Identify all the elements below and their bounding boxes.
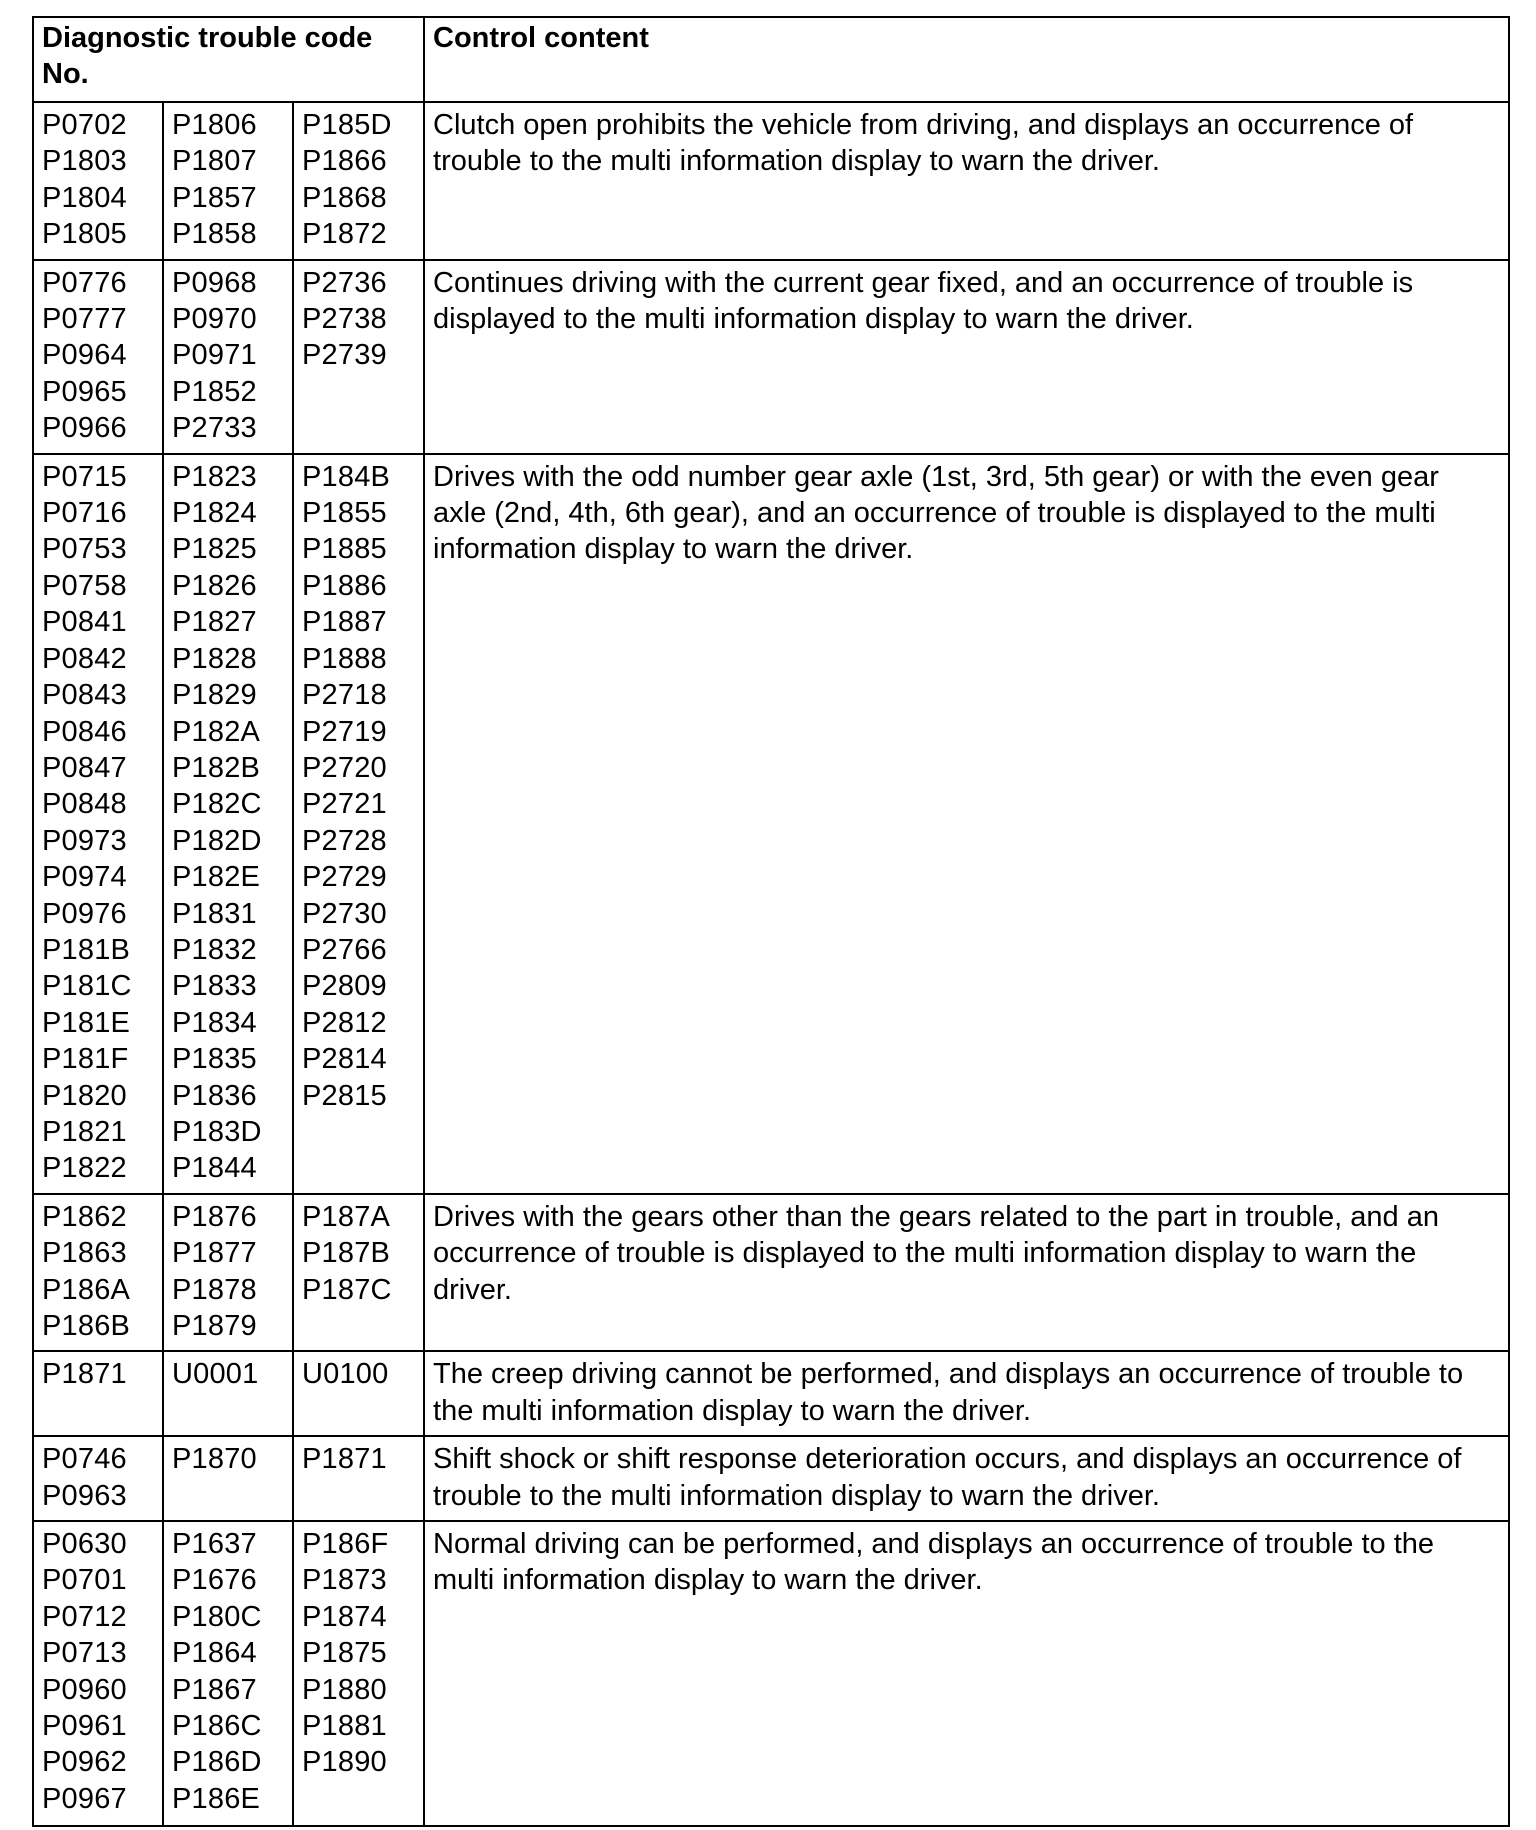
trouble-code: P0967 (42, 1782, 127, 1815)
trouble-code: P1876 (172, 1200, 257, 1233)
trouble-code: P0970 (172, 303, 257, 336)
trouble-code: P186A (42, 1273, 131, 1306)
trouble-code: P1828 (172, 642, 257, 675)
code-column-3 (293, 1436, 424, 1521)
trouble-code: P1821 (42, 1115, 127, 1148)
table-body (33, 102, 1509, 1826)
trouble-code: P0746 (42, 1443, 127, 1476)
trouble-code: P1877 (172, 1237, 257, 1270)
code-column-2 (163, 1436, 293, 1521)
trouble-code: P1844 (172, 1152, 257, 1185)
trouble-code: P1874 (302, 1600, 387, 1633)
trouble-code: P181F (42, 1043, 129, 1076)
trouble-code: P180C (172, 1600, 262, 1633)
trouble-code: P186C (172, 1710, 262, 1743)
table-row (33, 1521, 1509, 1826)
trouble-code: P1834 (172, 1006, 257, 1039)
trouble-code: P1833 (172, 970, 257, 1003)
trouble-code: P2814 (302, 1043, 387, 1076)
trouble-code: P184B (302, 460, 391, 493)
code-column-3 (293, 1351, 424, 1436)
trouble-code: P0701 (42, 1564, 127, 1597)
trouble-code: P1867 (172, 1673, 257, 1706)
trouble-code: P1886 (302, 569, 387, 602)
trouble-code: P2733 (172, 412, 257, 445)
control-content-cell: Drives with the odd number gear axle (1st, 3rd, 5th gear) or with the even gear axle (2nd, 4th, 6th gear), and an occurrence of trouble is displayed to the multi information display to warn the driver. (424, 454, 1509, 1194)
trouble-code: P187A (302, 1200, 391, 1233)
trouble-code: P2812 (302, 1006, 387, 1039)
trouble-code: P0842 (42, 642, 127, 675)
trouble-code: P1871 (42, 1358, 127, 1391)
trouble-code: P0971 (172, 339, 257, 372)
trouble-code: P0966 (42, 412, 127, 445)
header-content-column: Control content (424, 17, 1509, 102)
trouble-code: P1826 (172, 569, 257, 602)
trouble-code: P0713 (42, 1637, 127, 1670)
code-column-1 (33, 1521, 163, 1826)
trouble-code: P1885 (302, 533, 387, 566)
trouble-code: P2729 (302, 861, 387, 894)
code-column-1 (33, 102, 163, 260)
trouble-code: P1879 (172, 1310, 257, 1342)
trouble-code: P187B (302, 1237, 391, 1270)
control-content-cell: The creep driving cannot be performed, and displays an occurrence of trouble to the multi information display to warn the driver. (424, 1351, 1509, 1436)
trouble-code: P0963 (42, 1479, 127, 1512)
trouble-code: P1803 (42, 145, 127, 178)
code-column-3 (293, 102, 424, 260)
trouble-code: P0777 (42, 303, 127, 336)
trouble-code: P182B (172, 751, 261, 784)
trouble-code: P1836 (172, 1079, 257, 1112)
trouble-code: P0716 (42, 497, 127, 530)
trouble-code: P1852 (172, 375, 257, 408)
trouble-code: P0847 (42, 751, 127, 784)
trouble-code: P1831 (172, 897, 257, 930)
code-column-3 (293, 454, 424, 1194)
trouble-code: P1806 (172, 109, 257, 141)
trouble-code: P0846 (42, 715, 127, 748)
trouble-code: P0630 (42, 1528, 127, 1561)
trouble-code: P2739 (302, 339, 387, 372)
control-content-cell: Drives with the gears other than the gears related to the part in trouble, and an occurrence of trouble is displayed to the multi information display to warn the driver. (424, 1194, 1509, 1352)
trouble-code: P0968 (172, 266, 257, 299)
trouble-code: P2736 (302, 266, 387, 299)
trouble-code: P2718 (302, 679, 387, 712)
code-column-2 (163, 102, 293, 260)
trouble-code: P1676 (172, 1564, 257, 1597)
code-column-2 (163, 260, 293, 454)
table-row (33, 1194, 1509, 1352)
trouble-code: U0001 (172, 1358, 259, 1391)
trouble-code: P1823 (172, 460, 257, 493)
trouble-code: P182D (172, 824, 262, 857)
trouble-code: U0100 (302, 1358, 389, 1391)
trouble-code: P0973 (42, 824, 127, 857)
trouble-code: P0976 (42, 897, 127, 930)
table-row (33, 1351, 1509, 1436)
trouble-code: P182A (172, 715, 261, 748)
code-column-3 (293, 260, 424, 454)
table-row (33, 260, 1509, 454)
trouble-code: P0715 (42, 460, 127, 493)
trouble-code: P185D (302, 109, 392, 141)
trouble-code: P0964 (42, 339, 127, 372)
trouble-code: P181E (42, 1006, 131, 1039)
table-header-row (33, 17, 1509, 102)
table-row (33, 102, 1509, 260)
trouble-code: P2720 (302, 751, 387, 784)
trouble-code: P1864 (172, 1637, 257, 1670)
trouble-code: P2730 (302, 897, 387, 930)
trouble-code: P1870 (172, 1443, 257, 1476)
trouble-code: P0712 (42, 1600, 127, 1633)
code-column-1 (33, 1436, 163, 1521)
trouble-code: P187C (302, 1273, 392, 1306)
trouble-code: P0965 (42, 375, 127, 408)
trouble-code: P0961 (42, 1710, 127, 1743)
trouble-code: P1807 (172, 145, 257, 178)
control-content-cell: Clutch open prohibits the vehicle from driving, and displays an occurrence of trouble to the multi information display to warn the driver. (424, 102, 1509, 260)
trouble-code: P0841 (42, 606, 127, 639)
trouble-code: P1855 (302, 497, 387, 530)
trouble-code: P182E (172, 861, 261, 894)
code-column-1 (33, 1194, 163, 1352)
code-column-2 (163, 1351, 293, 1436)
trouble-code: P2738 (302, 303, 387, 336)
trouble-code: P0753 (42, 533, 127, 566)
trouble-code: P0960 (42, 1673, 127, 1706)
trouble-code: P1881 (302, 1710, 387, 1743)
trouble-code: P2728 (302, 824, 387, 857)
dtc-control-table (32, 16, 1510, 1827)
trouble-code: P186E (172, 1782, 261, 1815)
header-code-column: Diagnostic trouble code No. (33, 17, 424, 102)
trouble-code: P0962 (42, 1746, 127, 1779)
trouble-code: P1857 (172, 181, 257, 214)
code-column-2 (163, 1521, 293, 1826)
table-row (33, 454, 1509, 1194)
trouble-code: P181B (42, 933, 131, 966)
trouble-code: P1825 (172, 533, 257, 566)
trouble-code: P1887 (302, 606, 387, 639)
code-column-2 (163, 454, 293, 1194)
trouble-code: P1868 (302, 181, 387, 214)
control-content-cell: Shift shock or shift response deterioration occurs, and displays an occurrence of trouble to the multi information display to warn the driver. (424, 1436, 1509, 1521)
trouble-code: P1878 (172, 1273, 257, 1306)
trouble-code: P1835 (172, 1043, 257, 1076)
trouble-code: P2719 (302, 715, 387, 748)
trouble-code: P1888 (302, 642, 387, 675)
trouble-code: P1829 (172, 679, 257, 712)
code-column-2 (163, 1194, 293, 1352)
trouble-code: P1866 (302, 145, 387, 178)
trouble-code: P1863 (42, 1237, 127, 1270)
trouble-code: P0848 (42, 788, 127, 821)
table-row (33, 1436, 1509, 1521)
trouble-code: P186B (42, 1310, 131, 1342)
trouble-code: P0758 (42, 569, 127, 602)
trouble-code: P1875 (302, 1637, 387, 1670)
trouble-code: P1805 (42, 218, 127, 251)
trouble-code: P1858 (172, 218, 257, 251)
trouble-code: P0702 (42, 109, 127, 141)
trouble-code: P1871 (302, 1443, 387, 1476)
control-content-cell: Normal driving can be performed, and displays an occurrence of trouble to the multi information display to warn the driver. (424, 1521, 1509, 1826)
trouble-code: P183D (172, 1115, 262, 1148)
trouble-code: P1832 (172, 933, 257, 966)
trouble-code: P1824 (172, 497, 257, 530)
trouble-code: P0974 (42, 861, 127, 894)
control-content-cell: Continues driving with the current gear fixed, and an occurrence of trouble is displayed to the multi information display to warn the driver. (424, 260, 1509, 454)
trouble-code: P2809 (302, 970, 387, 1003)
trouble-code: P1820 (42, 1079, 127, 1112)
trouble-code: P182C (172, 788, 262, 821)
trouble-code: P1637 (172, 1528, 257, 1561)
trouble-code: P1827 (172, 606, 257, 639)
trouble-code: P186D (172, 1746, 262, 1779)
trouble-code: P1822 (42, 1152, 127, 1185)
trouble-code: P1872 (302, 218, 387, 251)
trouble-code: P2815 (302, 1079, 387, 1112)
code-column-3 (293, 1521, 424, 1826)
code-column-1 (33, 260, 163, 454)
trouble-code: P1862 (42, 1200, 127, 1233)
trouble-code: P1890 (302, 1746, 387, 1779)
trouble-code: P1804 (42, 181, 127, 214)
trouble-code: P0776 (42, 266, 127, 299)
code-column-3 (293, 1194, 424, 1352)
code-column-1 (33, 1351, 163, 1436)
trouble-code: P181C (42, 970, 132, 1003)
trouble-code: P186F (302, 1528, 389, 1561)
trouble-code: P1873 (302, 1564, 387, 1597)
trouble-code: P2766 (302, 933, 387, 966)
code-column-1 (33, 454, 163, 1194)
trouble-code: P0843 (42, 679, 127, 712)
trouble-code: P1880 (302, 1673, 387, 1706)
trouble-code: P2721 (302, 788, 387, 821)
